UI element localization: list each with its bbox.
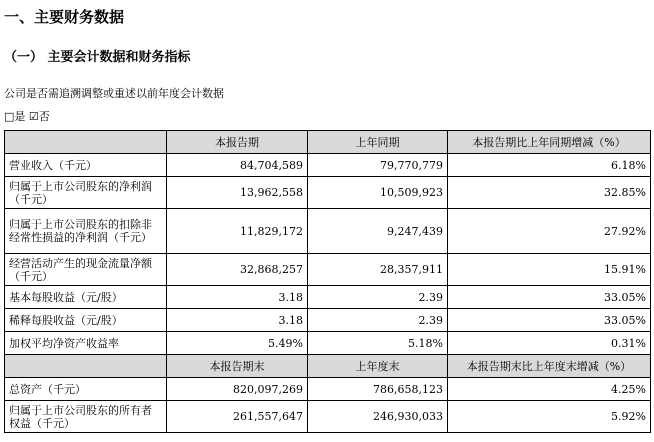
cell-value: 13,962,558: [167, 177, 308, 209]
header-cell: [5, 355, 167, 378]
header-cell: 本报告期比上年同期增减（%）: [448, 131, 651, 154]
row-label: 归属于上市公司股东的净利润（千元）: [5, 177, 167, 209]
row-label: 营业收入（千元）: [5, 154, 167, 177]
cell-value: 820,097,269: [167, 378, 308, 401]
cell-value: 33.05%: [448, 286, 651, 309]
header-cell: 本报告期: [167, 131, 308, 154]
header-cell: 上年度末: [308, 355, 448, 378]
row-label: 归属于上市公司股东的所有者权益（千元）: [5, 401, 167, 433]
table-row: [5, 209, 651, 254]
cell-value: 84,704,589: [167, 154, 308, 177]
header-cell: 本报告期末比上年度末增减（%）: [448, 355, 651, 378]
cell-value: 246,930,033: [308, 401, 448, 433]
cell-value: 32,868,257: [167, 254, 308, 286]
cell-value: 786,658,123: [308, 378, 448, 401]
table-row: [5, 309, 651, 332]
table2-header-row: [5, 355, 651, 378]
row-label: 总资产（千元）: [5, 378, 167, 401]
cell-value: 5.92%: [448, 401, 651, 433]
cell-value: 3.18: [167, 309, 308, 332]
cell-value: 79,770,779: [308, 154, 448, 177]
cell-value: 5.18%: [308, 332, 448, 355]
cell-value: 10,509,923: [308, 177, 448, 209]
header-cell: [5, 131, 167, 154]
table-row: [5, 332, 651, 355]
cell-value: 4.25%: [448, 378, 651, 401]
row-label: 归属于上市公司股东的扣除非经常性损益的净利润（千元）: [5, 209, 167, 254]
row-label: 加权平均净资产收益率: [5, 332, 167, 355]
table-row: [5, 378, 651, 401]
cell-value: 0.31%: [448, 332, 651, 355]
row-label: 稀释每股收益（元/股）: [5, 309, 167, 332]
header-cell: 本报告期末: [167, 355, 308, 378]
table-row: [5, 401, 651, 433]
row-label: 基本每股收益（元/股）: [5, 286, 167, 309]
financial-data-table: [4, 130, 651, 433]
table-row: [5, 286, 651, 309]
cell-value: 2.39: [308, 286, 448, 309]
row-label: 经营活动产生的现金流量净额（千元）: [5, 254, 167, 286]
cell-value: 15.91%: [448, 254, 651, 286]
cell-value: 261,557,647: [167, 401, 308, 433]
cell-value: 6.18%: [448, 154, 651, 177]
cell-value: 28,357,911: [308, 254, 448, 286]
cell-value: 9,247,439: [308, 209, 448, 254]
restatement-question: 公司是否需追溯调整或重述以前年度会计数据: [4, 87, 224, 100]
table-row: [5, 254, 651, 286]
cell-value: 2.39: [308, 309, 448, 332]
subsection-heading: （一） 主要会计数据和财务指标: [4, 50, 191, 65]
cell-value: 33.05%: [448, 309, 651, 332]
cell-value: 27.92%: [448, 209, 651, 254]
restatement-options: □是 ☑否: [4, 110, 50, 123]
cell-value: 11,829,172: [167, 209, 308, 254]
header-cell: 上年同期: [308, 131, 448, 154]
cell-value: 5.49%: [167, 332, 308, 355]
cell-value: 32.85%: [448, 177, 651, 209]
cell-value: 3.18: [167, 286, 308, 309]
section-heading: 一、主要财务数据: [4, 8, 125, 26]
table1-header-row: [5, 131, 651, 154]
table-row: [5, 177, 651, 209]
table-row: [5, 154, 651, 177]
